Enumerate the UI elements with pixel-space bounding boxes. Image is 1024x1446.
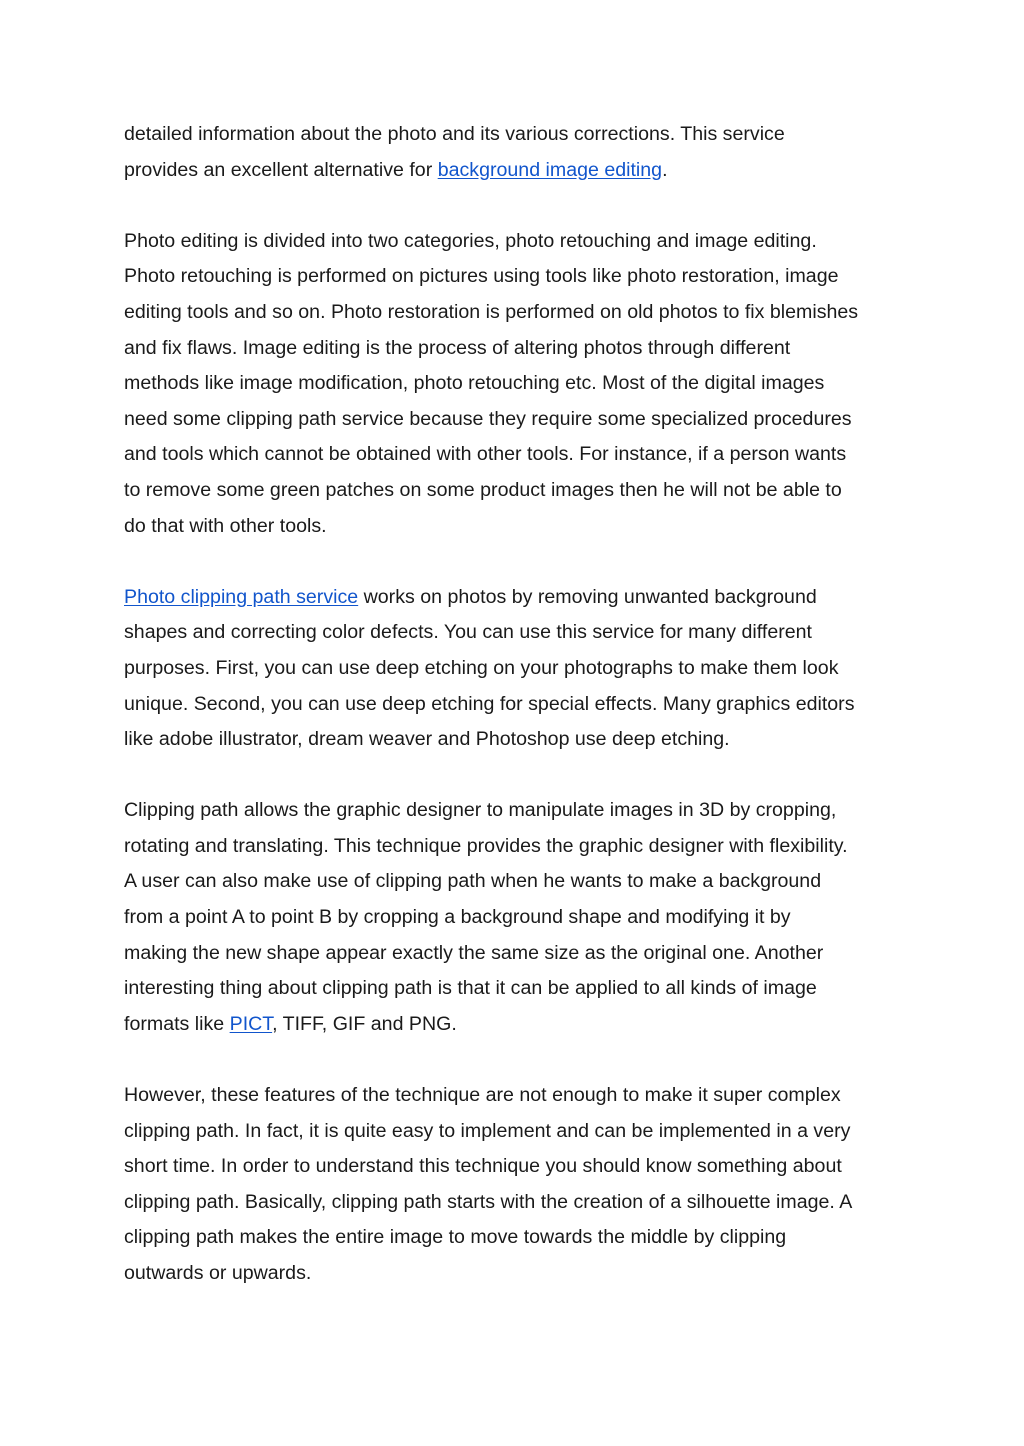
text-segment: to remove some green patches on some product images then he will not be able to xyxy=(124,478,842,501)
text-segment: Clipping path allows the graphic designer to manipulate images in 3D by cropping, xyxy=(124,799,837,822)
text-line xyxy=(124,437,914,473)
text-segment: making the new shape appear exactly the same size as the original one. Another xyxy=(124,941,824,964)
paragraph xyxy=(124,117,914,188)
text-segment: A user can also make use of clipping path when he wants to make a background xyxy=(124,870,822,893)
text-segment: works on photos by removing unwanted background xyxy=(358,585,817,608)
text-line xyxy=(124,615,914,651)
text-segment: detailed information about the photo and its various corrections. This service xyxy=(124,123,785,145)
hyperlink[interactable]: PICT xyxy=(229,1012,273,1035)
text-line xyxy=(124,900,914,936)
text-line xyxy=(124,1256,914,1292)
text-segment: editing tools and so on. Photo restoration is performed on old photos to fix blemishes xyxy=(124,300,859,323)
text-line xyxy=(124,366,914,402)
document-body xyxy=(124,117,914,1327)
text-line xyxy=(124,1007,914,1043)
text-line xyxy=(124,509,914,545)
text-segment: and fix flaws. Image editing is the process of altering photos through different xyxy=(124,336,791,359)
text-segment: clipping path. In fact, it is quite easy to implement and can be implemented in a very xyxy=(124,1119,851,1142)
hyperlink[interactable]: Photo clipping path service xyxy=(124,585,359,608)
text-line xyxy=(124,687,914,723)
text-line xyxy=(124,295,914,331)
paragraph xyxy=(124,224,914,544)
text-segment: formats like xyxy=(124,1012,230,1035)
text-line xyxy=(124,829,914,865)
text-line xyxy=(124,1220,914,1256)
text-line xyxy=(124,1078,914,1114)
text-line xyxy=(124,864,914,900)
text-segment: However, these features of the technique are not enough to make it super complex xyxy=(124,1084,841,1107)
text-segment: do that with other tools. xyxy=(124,514,327,537)
text-line xyxy=(124,117,914,153)
text-segment: from a point A to point B by cropping a background shape and modifying it by xyxy=(124,906,791,929)
text-segment: outwards or upwards. xyxy=(124,1262,312,1284)
text-line xyxy=(124,259,914,295)
text-segment: Photo retouching is performed on pictures using tools like photo restoration, image xyxy=(124,265,839,288)
text-line xyxy=(124,1185,914,1221)
text-line xyxy=(124,473,914,509)
text-segment: shapes and correcting color defects. You can use this service for many different xyxy=(124,621,812,644)
text-segment: need some clipping path service because they require some specialized procedures xyxy=(124,407,852,430)
text-line xyxy=(124,153,914,189)
text-line xyxy=(124,722,914,758)
text-line xyxy=(124,936,914,972)
text-line xyxy=(124,651,914,687)
hyperlink[interactable]: background image editing xyxy=(437,158,663,181)
text-line xyxy=(124,793,914,829)
text-segment: clipping path. Basically, clipping path starts with the creation of a silhouette image. A xyxy=(124,1190,853,1213)
text-segment: like adobe illustrator, dream weaver and Photoshop use deep etching. xyxy=(124,728,730,751)
text-segment: provides an excellent alternative for xyxy=(124,158,438,181)
text-line xyxy=(124,224,914,260)
paragraph xyxy=(124,1078,914,1292)
text-segment: interesting thing about clipping path is that it can be applied to all kinds of image xyxy=(124,977,817,1000)
paragraph xyxy=(124,793,914,1042)
text-segment: clipping path makes the entire image to move towards the middle by clipping xyxy=(124,1226,787,1249)
text-segment: and tools which cannot be obtained with other tools. For instance, if a person wants xyxy=(124,443,847,466)
text-line xyxy=(124,580,914,616)
text-line xyxy=(124,971,914,1007)
text-segment: short time. In order to understand this technique you should know something about xyxy=(124,1155,842,1178)
text-segment: . xyxy=(662,158,668,181)
text-segment: , TIFF, GIF and PNG. xyxy=(272,1012,457,1035)
text-segment: Photo editing is divided into two categories, photo retouching and image editing. xyxy=(124,229,817,252)
text-segment: rotating and translating. This technique provides the graphic designer with flexibility. xyxy=(124,834,848,857)
text-line xyxy=(124,331,914,367)
text-line xyxy=(124,402,914,438)
paragraph xyxy=(124,580,914,758)
text-segment: unique. Second, you can use deep etching for special effects. Many graphics editors xyxy=(124,692,855,715)
text-segment: purposes. First, you can use deep etching on your photographs to make them look xyxy=(124,656,839,679)
text-line xyxy=(124,1114,914,1150)
text-line xyxy=(124,1149,914,1185)
text-segment: methods like image modification, photo retouching etc. Most of the digital images xyxy=(124,372,825,395)
